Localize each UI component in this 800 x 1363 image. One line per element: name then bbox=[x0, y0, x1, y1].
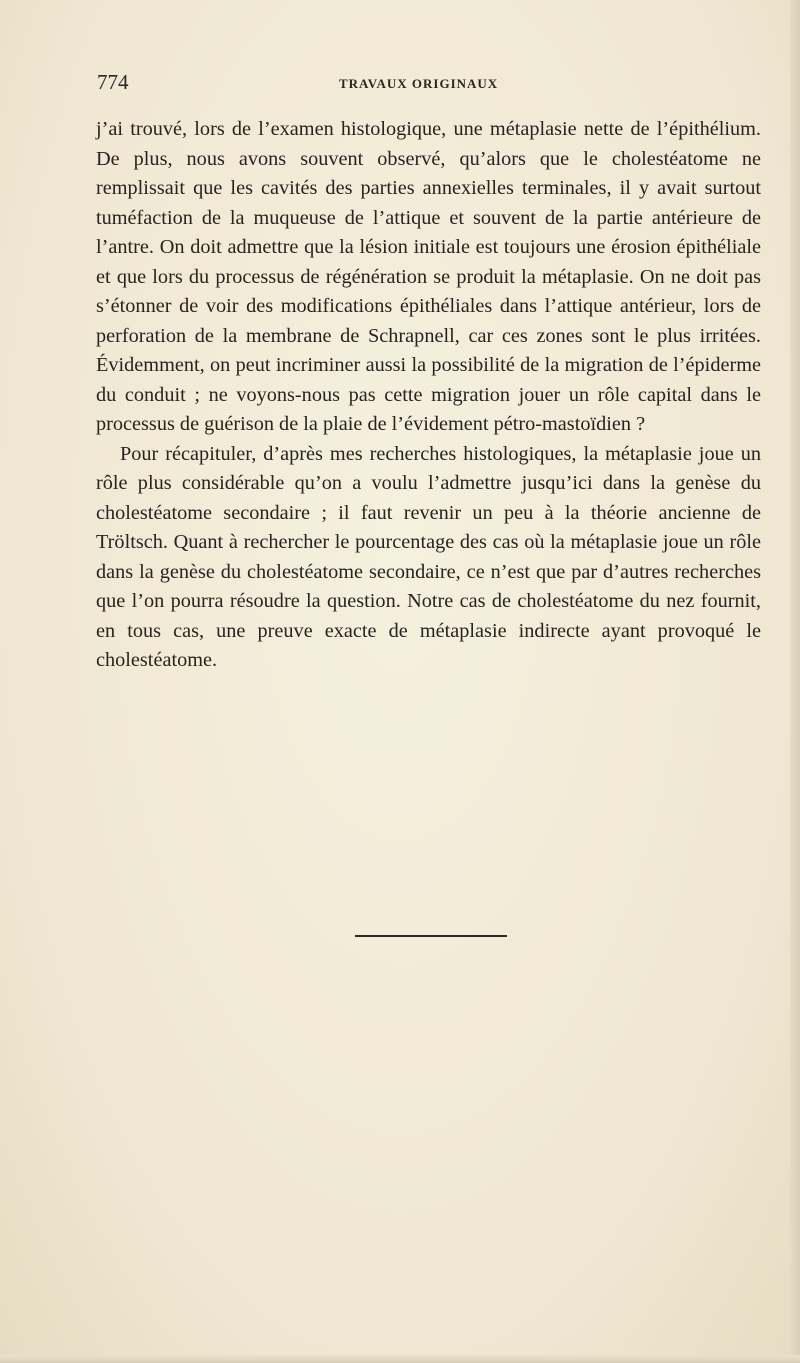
page-number: 774 bbox=[97, 70, 129, 94]
paragraph: j’ai trouvé, lors de l’examen histologique, une métaplasie nette de l’épithélium. De plus, nous avons souvent observé, qu’alors que le cholestéatome ne remplissait que les cavités des parties annexielles terminales, il y avait surtout tuméfaction de la muqueuse de l’attique et souvent de la partie antérieure de l’antre. On doit admettre que la lésion initiale est toujours une érosion épithéliale et que lors du processus de régénération se produit la métaplasie. On ne doit pas s’étonner de voir des modifications épithéliales dans l’attique antérieur, lors de perforation de la membrane de Schrapnell, car ces zones sont le plus irritées. Évidemment, on peut incriminer aussi la possibilité de la migration de l’épiderme du conduit ; ne voyons-nous pas cette migration jouer un rôle capital dans le processus de guérison de la plaie de l’évidement pétro-mastoïdien ? bbox=[96, 118, 761, 435]
paragraph: Pour récapituler, d’après mes recherches histologiques, la métaplasie joue un rôle plus considérable qu’on a voulu l’admettre jusqu’ici dans la genèse du cholestéatome secondaire ; il faut revenir un peu à la théorie ancienne de Tröltsch. Quant à rechercher le pourcentage des cas où la métaplasie joue un rôle dans la genèse du cholestéatome secondaire, ce n’est que par d’autres recherches que l’on pourra résoudre la question. Notre cas de cholestéatome du nez fournit, en tous cas, une preuve exacte de métaplasie indirecte ayant provoqué le cholestéatome. bbox=[96, 442, 761, 671]
body-text bbox=[96, 115, 761, 676]
page-edge-shadow bbox=[790, 0, 800, 1363]
section-end-rule bbox=[355, 935, 507, 937]
page-bottom-shadow bbox=[0, 1355, 800, 1363]
page-header bbox=[97, 70, 757, 100]
running-head: TRAVAUX ORIGINAUX bbox=[339, 76, 499, 91]
